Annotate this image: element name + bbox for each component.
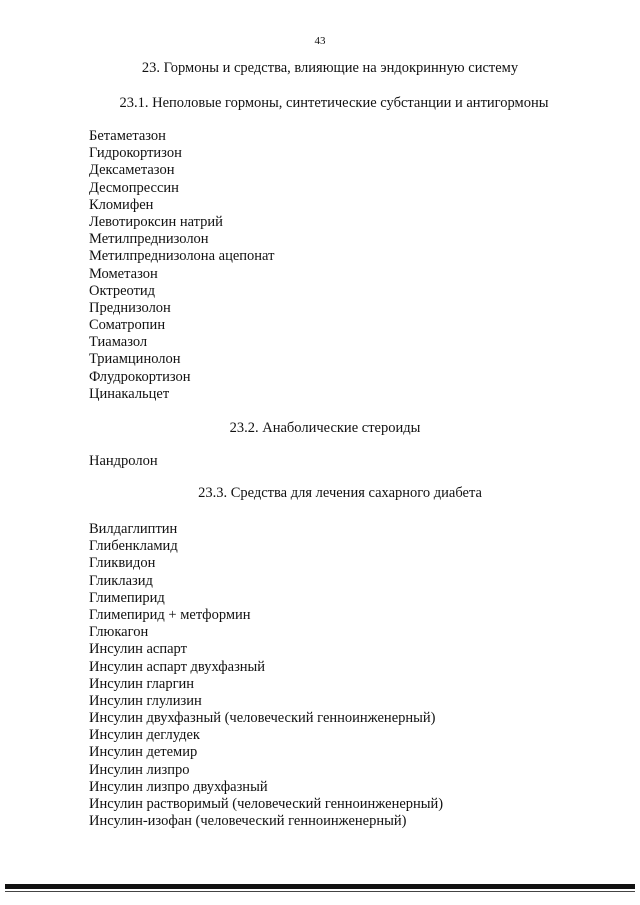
subsection-title-23-1: 23.1. Неполовые гормоны, синтетические субстанции и антигормоны [119, 95, 549, 111]
list-item: Гликвидон [89, 555, 156, 572]
bottom-rule [5, 884, 635, 889]
list-item: Кломифен [89, 196, 154, 213]
list-item: Инсулин деглудек [89, 727, 200, 744]
list-item: Инсулин детемир [89, 744, 198, 761]
list-item: Гликлазид [89, 572, 153, 589]
list-item: Инсулин гларгин [89, 675, 195, 692]
list-item: Соматропин [89, 317, 166, 334]
list-item: Глимепирид + метформин [89, 606, 251, 623]
list-item: Глюкагон [89, 624, 149, 641]
subsection-title-23-3: 23.3. Средства для лечения сахарного диабета [198, 485, 482, 501]
list-item: Цинакальцет [89, 385, 170, 402]
drug-list-23-3 [89, 521, 443, 830]
bottom-rule-thin [5, 891, 635, 892]
list-item: Инсулин двухфазный (человеческий генноинженерный) [89, 710, 436, 727]
list-item: Флудрокортизон [89, 368, 191, 385]
list-item: Инсулин лизпро [89, 761, 190, 778]
list-item: Дексаметазон [89, 162, 175, 179]
list-item: Метилпреднизолон [89, 231, 209, 248]
drug-list-23-2 [89, 453, 158, 470]
list-item: Гидрокортизон [89, 145, 182, 162]
list-item: Инсулин аспарт [89, 641, 187, 658]
list-item: Глимепирид [89, 589, 165, 606]
list-item: Триамцинолон [89, 351, 181, 368]
list-item: Преднизолон [89, 299, 171, 316]
list-item: Инсулин растворимый (человеческий генноинженерный) [89, 796, 444, 812]
list-item: Нандролон [89, 453, 158, 469]
list-item: Метилпреднизолона ацепонат [89, 248, 275, 265]
list-item: Левотироксин натрий [89, 213, 223, 230]
section-title: 23. Гормоны и средства, влияющие на эндокринную систему [141, 60, 519, 76]
list-item: Октреотид [89, 282, 156, 299]
subsection-title-23-2: 23.2. Анаболические стероиды [229, 420, 421, 436]
list-item: Инсулин-изофан (человеческий генноинженерный) [89, 813, 407, 830]
list-item: Вилдаглиптин [89, 521, 178, 537]
drug-list-23-1 [89, 128, 274, 403]
list-item: Инсулин глулизин [89, 692, 202, 709]
list-item: Глибенкламид [89, 538, 178, 555]
list-item: Бетаметазон [89, 128, 166, 144]
list-item: Тиамазол [89, 334, 148, 351]
page-number: 43 [314, 35, 326, 47]
list-item: Десмопрессин [89, 179, 179, 196]
list-item: Мометазон [89, 265, 158, 282]
list-item: Инсулин лизпро двухфазный [89, 778, 268, 795]
list-item: Инсулин аспарт двухфазный [89, 658, 266, 675]
